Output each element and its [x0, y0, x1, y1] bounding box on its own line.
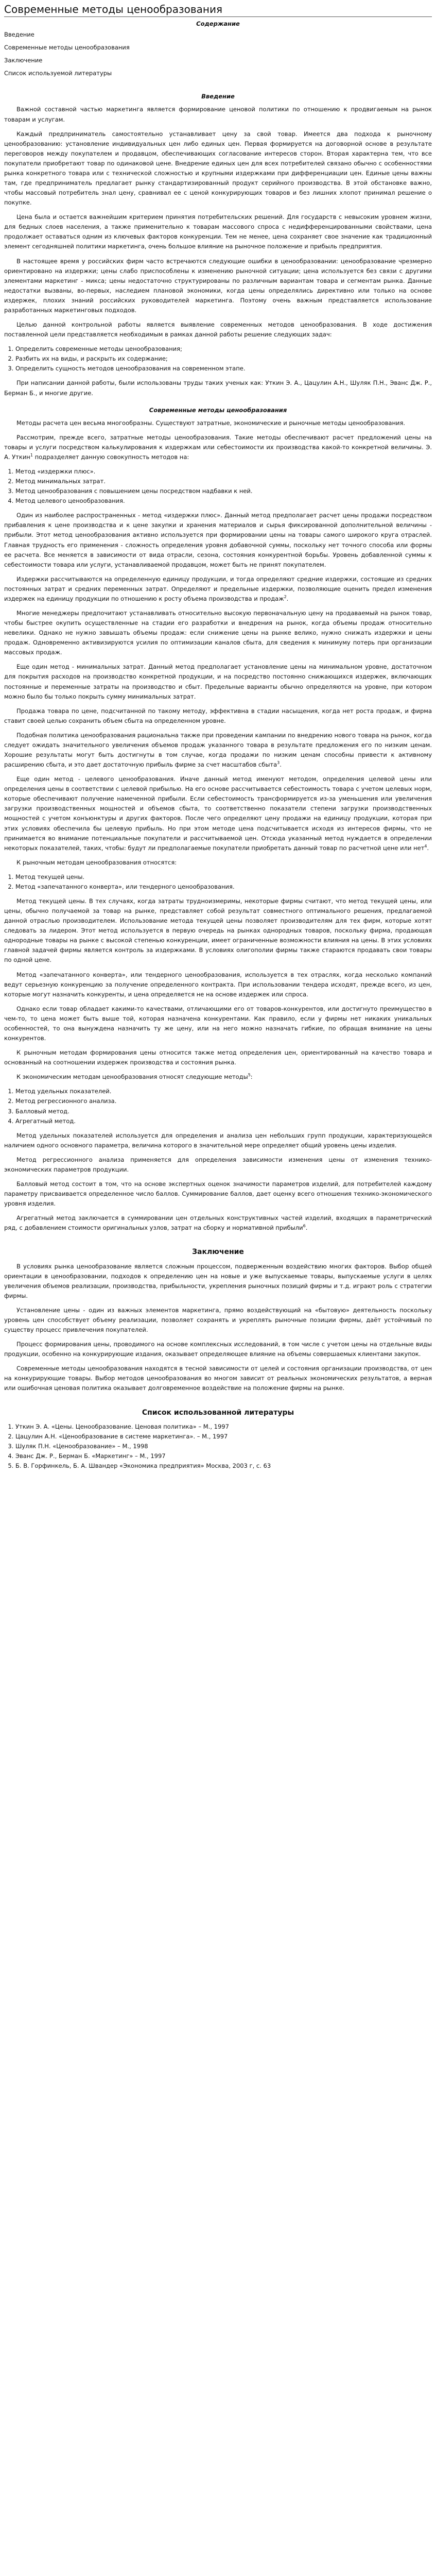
- list-item: 1. Метод удельных показателей.: [15, 1087, 432, 1096]
- paragraph-text: Еще один метод - целевого ценообразования. Иначе данный метод именуют методом, определения целевой цены или определения цены в соответствии с целевой прибылью. На его основе рассчитывается себестоимость товара с учетом целевых норм, которые обеспечивают получение намеченной прибыли. Если себестоимость трансформируется из-за уменьшения или увеличения загрузки производственных мощностей и объемов сбыта, то соответственно показатели степени загрузки производственных мощностей с учетом конъюнктуры и других факторов. После чего определяют цену продажи на единицу продукции, которая при этих условиях обеспечила бы целевую прибыль. Но при этом методе цена подсчитывается исходя из интересов фирмы, что не принимается во внимание потенциальные покупатели и рассчитываемой цен. Отсюда указанный метод нуждается в определении некоторых показателей, таких, чтобы: будут ли предполагаемые покупатели приобретать данный товар по расчетной цене или нет: [4, 775, 432, 852]
- paragraph-text: Однако если товар обладает какими-то качествами, отличающими его от товаров-конкурентов, или достигнуто преимущество в чем-то, то цена может быть выше той, которая назначена конкурентами. Как правило, если у фирмы нет никаких уникальных особенностей, то она вынуждена назначить ту же цену, или на него можно назначать гибкие, по обращая внимание на цены конкурентов.: [4, 1005, 432, 1042]
- paragraph-text: Метод «запечатанного конверта», или тендерного ценообразования, используется в тех отраслях, когда несколько компаний ведут серьезную конкуренцию за получение определенного контракта. При использовании тендера исходят, прежде всего, из цен, которые могут назначить конкуренты, и цена определяется не на основе издержек или спроса.: [4, 971, 432, 998]
- paragraph-text: Один из наиболее распространенных - метод «издержки плюс». Данный метод предполагает расчет цены продажи посредством прибавления к цене производства и к цене закупки и хранения материалов и сырья фиксированной дополнительной величины - прибыли. Этот метод ценообразования активно используется при формировании цены на товары самого широкого круга отраслей. Главная трудность его применения - сложность определения уровня добавочной суммы, поскольку нет точного способа или формы ее расчета. Все меняется в зависимости от вида отрасли, сезона, состояния конкурентной борьбы. Уровень добавленной суммы к себестоимости товара или услуги, устанавливаемой продавцом, может быть не принят покупателем.: [4, 512, 432, 568]
- list-item: 1. Метод «издержки плюс».: [15, 467, 432, 477]
- toc-item: Заключение: [4, 57, 43, 64]
- list-item: 2. Метод «запечатанного конверта», или тендерного ценообразования.: [15, 882, 432, 892]
- reference-item: 3. Шуляк П.Н. «Ценообразование» – М., 1998: [15, 1442, 432, 1451]
- paragraph-tail: .: [427, 844, 429, 852]
- document-title: Современные методы ценообразования: [4, 3, 223, 15]
- paragraph-text: Издержки рассчитываются на определенную единицу продукции, и тогда определяют средние издержки, состоящие из средних постоянных затрат и средних переменных затрат. Определяют и предельные издержки, позволяющие оценить предел изменения издержек на единицу продукции по отношению к росту объема производства и продаж: [4, 575, 432, 602]
- paragraph-text: Целью данной контрольной работы является выявление современных методов ценообразования. В ходе достижения поставленной цели представляется необходимым в рамках данной работы решение следующих задач:: [4, 321, 432, 338]
- paragraph: [4, 574, 432, 604]
- paragraph-text: Процесс формирования цены, проводимого на основе комплексных исследований, в том числе с учетом цены на отдельные виды продукции, особенно на конкурирующие издания, оказывает определяющее влияние на объемы совершаемых клиентами закупок.: [4, 1341, 432, 1358]
- list-item: 1. Определить современные методы ценообразования;: [15, 344, 432, 354]
- list-item: 3. Определить сущность методов ценообразования на современном этапе.: [15, 364, 432, 374]
- paragraph-text: Балловый метод состоит в том, что на основе экспертных оценок значимости параметров изделий, для потребителей каждому параметру присваивается определенное число баллов. Суммирование баллов, дает оценку всего отношения технико-экономического уровня изделия.: [4, 1180, 432, 1208]
- paragraph: [4, 418, 432, 428]
- paragraph-tail: .: [286, 595, 289, 602]
- paragraph: [4, 1004, 432, 1043]
- paragraph: [4, 511, 432, 569]
- reference-item: 5. Б. В. Горфинкель, Б. А. Швандер «Экономика предприятия» Москва, 2003 г, с. 63: [15, 1461, 432, 1471]
- reference-item: 4. Эванс Дж. Р., Берман Б. «Маркетинг» – М., 1997: [15, 1451, 432, 1461]
- numbered-list: [4, 467, 432, 506]
- list-item: 2. Метод регрессионного анализа.: [15, 1096, 432, 1106]
- paragraph-tail: подразделяет данную совокупность методов на:: [32, 453, 189, 461]
- paragraph-text: Многие менеджеры предпочитают устанавливать относительно высокую первоначальную цену на продаваемый на рынок товар, чтобы быстрее окупить осуществленные на стадии его разработки и внедрения на рынок, когда объемы продаж относительно невелики. Однако не нужно завышать объемы продаж: если снижение цены на рынке велико, нужно снижать издержки и цены продаж. Одновременно активизируются усилия по оптимизации каналов сбыта, для сведения к минимуму потерь при организации массовых продаж.: [4, 609, 432, 656]
- list-item: 4. Метод целевого ценообразования.: [15, 496, 432, 506]
- paragraph-text: Цена была и остается важнейшим критерием принятия потребительских решений. Для государств с невысоким уровнем жизни, для бедных слоев населения, а также применительно к товарам массового спроса с недифференцированными свойствами, цена продолжает оставаться одним из ключевых факторов конкуренции. Тем не менее, цена сохраняет свое значение как традиционный элемент сегодняшней политики маркетинга, очень большое влияние на рыночное положение и прибыль предприятия.: [4, 213, 432, 250]
- numbered-list: [4, 344, 432, 374]
- paragraph: [4, 1213, 432, 1233]
- paragraph: [4, 1340, 432, 1359]
- paragraph-text: Метод текущей цены. В тех случаях, когда затраты трудноизмеримы, некоторые фирмы считают, что метод текущей цены, или цены, обычно получаемой за товар на рынке, представляет собой результат совместного оптимального решения, предлагаемой данной отраслью производителем. Использование метода текущей цены позволяет производителям для тех фирм, которые хотят следовать за лидером. Этот метод используется в первую очередь на рынках однородных товаров, поскольку фирма, продающая однородные товары на рынке с высокой степенью конкуренции, имеет ограниченные возможности влияния на цены. В этих условиях главной задачей фирмы является контроль за издержками. В условиях олигополии фирмы также стараются продавать свои товары по одной цене.: [4, 897, 432, 964]
- toc-item: Список используемой литературы: [4, 70, 112, 77]
- list-item: 4. Агрегатный метод.: [15, 1116, 432, 1126]
- paragraph-text: Рассмотрим, прежде всего, затратные методы ценообразования. Такие методы обеспечивают расчет предложений цены на товары и услуги посредством калькулирования к издержкам или себестоимости их производства какой-то конкретной величины. Э. А. Уткин: [4, 433, 432, 461]
- paragraph: [4, 1179, 432, 1209]
- paragraph: [4, 1364, 432, 1393]
- paragraph: [4, 320, 432, 340]
- paragraph-text: К рыночным методам формирования цены относится также метод определения цен, ориентированный на качество товара и основанный на соотношении издержек производства и состояния рынка.: [4, 1049, 432, 1066]
- paragraph-text: Методы расчета цен весьма многообразны. Существуют затратные, экономические и рыночные методы ценообразования.: [16, 419, 406, 427]
- document-body: [4, 92, 432, 1393]
- footnote-marker: 3: [277, 760, 280, 766]
- reference-item: 2. Цацулин А.Н. «Ценообразование в системе маркетинга». – М., 1997: [15, 1432, 432, 1442]
- reference-item: 1. Уткин Э. А. «Цены. Ценообразование. Ценовая политика» – М., 1997: [15, 1422, 432, 1432]
- paragraph-tail: .: [280, 761, 282, 769]
- list-item: 2. Метод минимальных затрат.: [15, 477, 432, 486]
- paragraph: [4, 257, 432, 315]
- paragraph: [4, 858, 432, 868]
- paragraph: [4, 1072, 432, 1082]
- paragraph-text: В настоящее время у российских фирм часто встречаются следующие ошибки в ценообразовании: ценообразование чрезмерно ориентировано на издержки; цены слабо приспособлены к изменению рыночной ситуации; цена используется без связи с другими элементами маркетинг - микса; цены недостаточно структурированы по различным вариантам товара и сегментам рынка. Данные недостатки вызваны, во-первых, наследием плановой экономики, когда цены определялись директивно или только на основе издержек, плохих знаний российских руководителей маркетинга. Поэтому очень важным представляется использование разработанных маркетинговых подходов.: [4, 257, 432, 314]
- paragraph-text: В условиях рынка ценообразование является сложным процессом, подверженным воздействию многих факторов. Выбор общей ориентации в ценообразовании, подходов к определению цен на новые и уже выпускаемые товары, выпускаемые услуги в целях увеличения объемов реализации, производства, прибыльности, укрепления рыночных позиций фирмы и т.д. играют роль с стратегии фирмы.: [4, 1262, 432, 1299]
- numbered-list: [4, 1087, 432, 1126]
- paragraph-text: Еще один метод - минимальных затрат. Данный метод предполагает установление цены на минимальном уровне, достаточном для покрытия расходов на производство конкретной продукции, и на посредство постоянно снижающихся издержек, включающих постоянные и переменные затраты на производство и сбыт. Предельные варианты обычно определяются на уровне, при котором можно было бы только покрыть сумму минимальных затрат.: [4, 663, 432, 700]
- paragraph: [4, 1262, 432, 1301]
- references-list: [4, 1422, 432, 1471]
- paragraph: [4, 608, 432, 657]
- paragraph-tail: :: [250, 1073, 253, 1081]
- footnote-marker: 2: [284, 595, 287, 600]
- list-item: 1. Метод текущей цены.: [15, 872, 432, 882]
- footnote-marker: 6: [303, 1224, 306, 1229]
- list-item: 2. Разбить их на виды, и раскрыть их содержание;: [15, 354, 432, 364]
- section-title: Современные методы ценообразования: [149, 406, 287, 414]
- section-title: Заключение: [192, 1248, 244, 1257]
- toc-item: Современные методы ценообразования: [4, 44, 130, 52]
- footnote-marker: 1: [30, 453, 33, 458]
- paragraph: [4, 662, 432, 701]
- paragraph-text: К рыночным методам ценообразования относятся:: [16, 858, 177, 866]
- bottom-spacer: [4, 1471, 432, 1476]
- paragraph-text: Агрегатный метод заключается в суммировании цен отдельных конструктивных частей изделий, входящих в параметрический ряд, с добавлением стоимости оригинальных узлов, затрат на сборку и нормативной прибыли: [4, 1214, 432, 1232]
- list-item: 3. Балловый метод.: [15, 1107, 432, 1116]
- paragraph: [4, 896, 432, 965]
- paragraph: [4, 970, 432, 999]
- paragraph-text: Современные методы ценообразования находятся в тесной зависимости от целей и состояния организации производства, от цен на конкурирующие товары. Выбор методов ценообразования во многом зависит от реальных экономических результатов, а верная или ошибочная ценовая политика оказывает долговременное воздействие на положение фирмы на рынке.: [4, 1365, 432, 1392]
- toc-heading: Содержание: [196, 20, 240, 27]
- footnote-marker: 4: [424, 843, 427, 849]
- paragraph-text: Подобная политика ценообразования рациональна также при проведении кампании по внедрению нового товара на рынок, когда следует ожидать значительного увеличения объемов продаж указанного товара в результате предложения его по низким ценам. Хорошие результаты могут быть достигнуты в том случае, когда продажи по низким ценам способны привести к активному расширению сбыта, и это дает достаточную прибыль фирме за счет масштабов сбыта: [4, 731, 432, 769]
- section-title: Введение: [201, 93, 235, 100]
- list-item: 3. Метод ценообразования с повышением цены посредством надбавки к ней.: [15, 486, 432, 496]
- toc-item: Введение: [4, 31, 34, 39]
- paragraph-text: Установление цены - один из важных элементов маркетинга, прямо воздействующий на «бытовую» деятельность поскольку уровень цен способствует объему реализации, позволяет сохранять и укреплять рыночные позиции фирмы, даёт устойчивый по существу процесс привлечения покупателей.: [4, 1306, 432, 1334]
- paragraph: [4, 1131, 432, 1150]
- title-rule: [4, 16, 432, 17]
- table-of-contents: [4, 30, 432, 78]
- paragraph-text: Метод регрессионного анализа применяется для определения зависимости изменения цены от изменения технико-экономических параметров продукции.: [4, 1156, 432, 1173]
- paragraph: [4, 378, 432, 398]
- paragraph: [4, 1155, 432, 1175]
- paragraph: [4, 129, 432, 208]
- paragraph: [4, 774, 432, 853]
- paragraph: [4, 212, 432, 251]
- references-heading: Список использованной литературы: [142, 1408, 294, 1417]
- paragraph-text: К экономическим методам ценообразования относят следующие методы: [16, 1073, 248, 1081]
- paragraph-text: Каждый предприниматель самостоятельно устанавливает цену за свой товар. Имеется два подхода к рыночному ценообразованию: установление индивидуальных цен либо единых цен. Первая формируется на договорной основе в результате переговоров между покупателем и продавцом, обеспечивающих согласование интересов сторон. Вторая характерна тем, что все покупатели приобретают товар по одинаковой цене. Внедрение единых цен для всех потребителей связано обычно с особенностями рынка конкретного товара или с технической сложностью и крупными издержками при дифференциации цен. Единые цены важны там, где предприниматель предлагает рынку стандартизированный продукт серийного производства. В этой обстановке важно, чтобы массовый потребитель знал цену, сравнивал ее с ценой конкурирующих товаров и без лишних хлопот принимал решение о покупке.: [4, 130, 432, 207]
- footnote-marker: 5: [248, 1073, 251, 1078]
- paragraph: [4, 1306, 432, 1335]
- paragraph-text: При написании данной работы, были использованы труды таких ученых как: Уткин Э. А., Цацулин А.Н., Шуляк П.Н., Эванс Дж. Р., Берман Б., и многие другие.: [4, 379, 432, 397]
- paragraph: [4, 706, 432, 726]
- paragraph-text: Метод удельных показателей используется для определения и анализа цен небольших групп продукции, характеризующейся наличием одного основного параметра, величина которого в значительной мере определяет общий уровень цены изделия.: [4, 1131, 432, 1149]
- paragraph: [4, 433, 432, 462]
- paragraph-tail: .: [305, 1224, 308, 1232]
- paragraph-text: Продажа товара по цене, подсчитанной по такому методу, эффективна в стадии насыщения, когда нет роста продаж, и фирма ставит своей целью сохранить объем сбыта на определенном уровне.: [4, 707, 432, 724]
- paragraph: [4, 731, 432, 770]
- paragraph-text: Важной составной частью маркетинга является формирование ценовой политики по отношению к продвигаемым на рынок товарам и услугам.: [4, 106, 432, 123]
- paragraph: [4, 105, 432, 124]
- numbered-list: [4, 872, 432, 892]
- paragraph: [4, 1048, 432, 1067]
